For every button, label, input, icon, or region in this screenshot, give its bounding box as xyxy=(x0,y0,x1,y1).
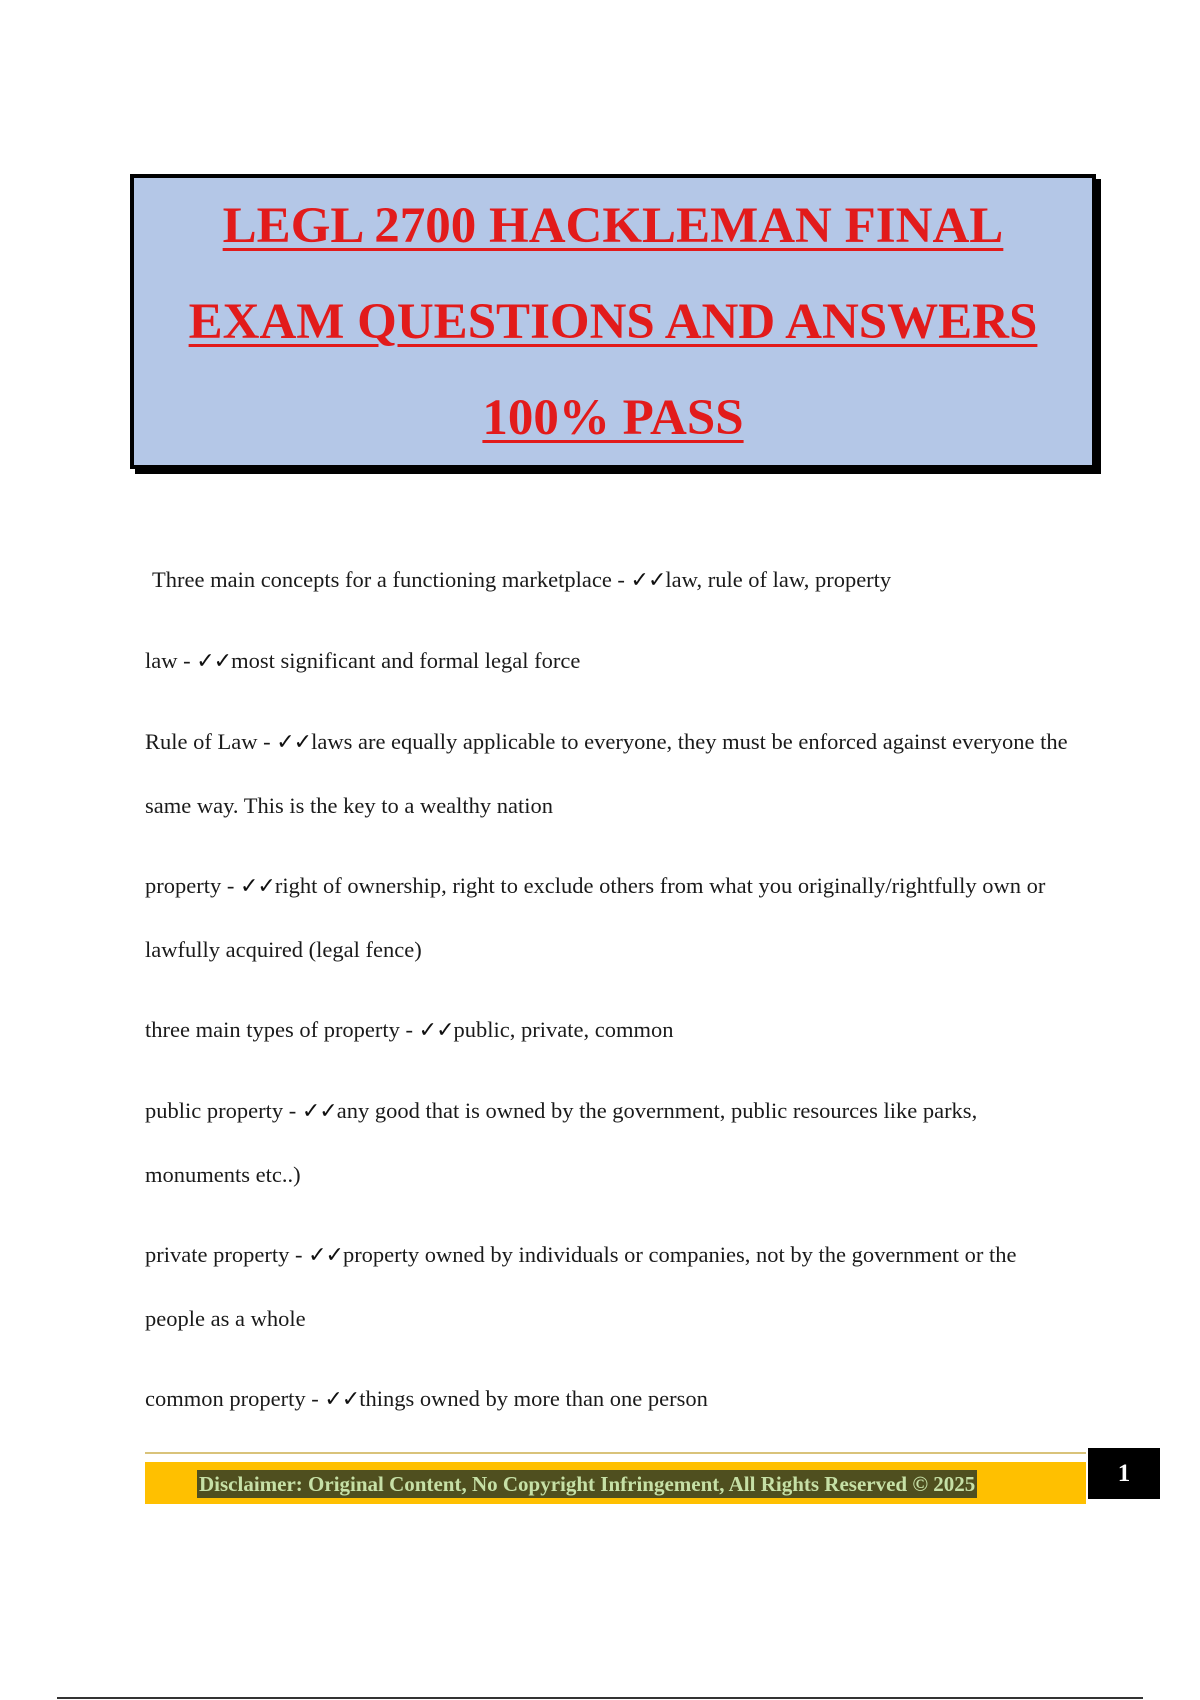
double-check-icon: ✓✓ xyxy=(324,1387,360,1412)
qa-answer: public, private, common xyxy=(453,1017,674,1042)
qa-item xyxy=(145,998,1075,1062)
page-bottom-divider xyxy=(57,1697,1143,1699)
double-check-icon: ✓✓ xyxy=(196,649,232,674)
footer-divider xyxy=(145,1452,1086,1454)
qa-term: private property - xyxy=(145,1242,309,1267)
title-line-2: EXAM QUESTIONS AND ANSWERS xyxy=(188,293,1038,350)
qa-answer: law, rule of law, property xyxy=(665,567,892,592)
qa-term: Three main concepts for a functioning marketplace - xyxy=(152,567,631,592)
qa-list xyxy=(145,548,1075,1448)
double-check-icon: ✓✓ xyxy=(630,568,666,593)
title-line-3: 100% PASS xyxy=(482,389,744,446)
qa-item xyxy=(145,1223,1075,1350)
qa-item xyxy=(145,1079,1075,1206)
qa-item xyxy=(145,854,1075,981)
qa-item xyxy=(145,548,1075,612)
title-box xyxy=(130,174,1096,469)
qa-answer: right of ownership, right to exclude others from what you originally/rightfully own or lawfully acquired (legal fence) xyxy=(145,873,1046,962)
double-check-icon: ✓✓ xyxy=(239,874,275,899)
double-check-icon: ✓✓ xyxy=(276,730,312,755)
qa-term: public property - xyxy=(145,1098,302,1123)
qa-term: Rule of Law - xyxy=(145,729,277,754)
qa-answer: things owned by more than one person xyxy=(359,1386,708,1411)
double-check-icon: ✓✓ xyxy=(418,1018,454,1043)
qa-answer: most significant and formal legal force xyxy=(231,648,581,673)
page-number: 1 xyxy=(1088,1448,1160,1499)
title-line-1: LEGL 2700 HACKLEMAN FINAL xyxy=(222,197,1004,254)
disclaimer-text: Disclaimer: Original Content, No Copyright Infringement, All Rights Reserved © 2025 xyxy=(199,1472,976,1496)
qa-item xyxy=(145,1367,1075,1431)
qa-item xyxy=(145,710,1075,837)
qa-term: common property - xyxy=(145,1386,325,1411)
qa-term: law - xyxy=(145,648,197,673)
qa-term: property - xyxy=(145,873,240,898)
double-check-icon: ✓✓ xyxy=(308,1243,343,1268)
qa-answer: any good that is owned by the government, public resources like parks, monuments etc..) xyxy=(145,1098,978,1187)
qa-answer: property owned by individuals or companies, not by the government or the people as a whole xyxy=(145,1242,1017,1331)
qa-answer: laws are equally applicable to everyone, they must be enforced against everyone the same way. This is the key to a wealthy nation xyxy=(145,729,1068,818)
qa-item xyxy=(145,629,1075,693)
double-check-icon: ✓✓ xyxy=(301,1099,337,1124)
qa-term: three main types of property - xyxy=(145,1017,419,1042)
